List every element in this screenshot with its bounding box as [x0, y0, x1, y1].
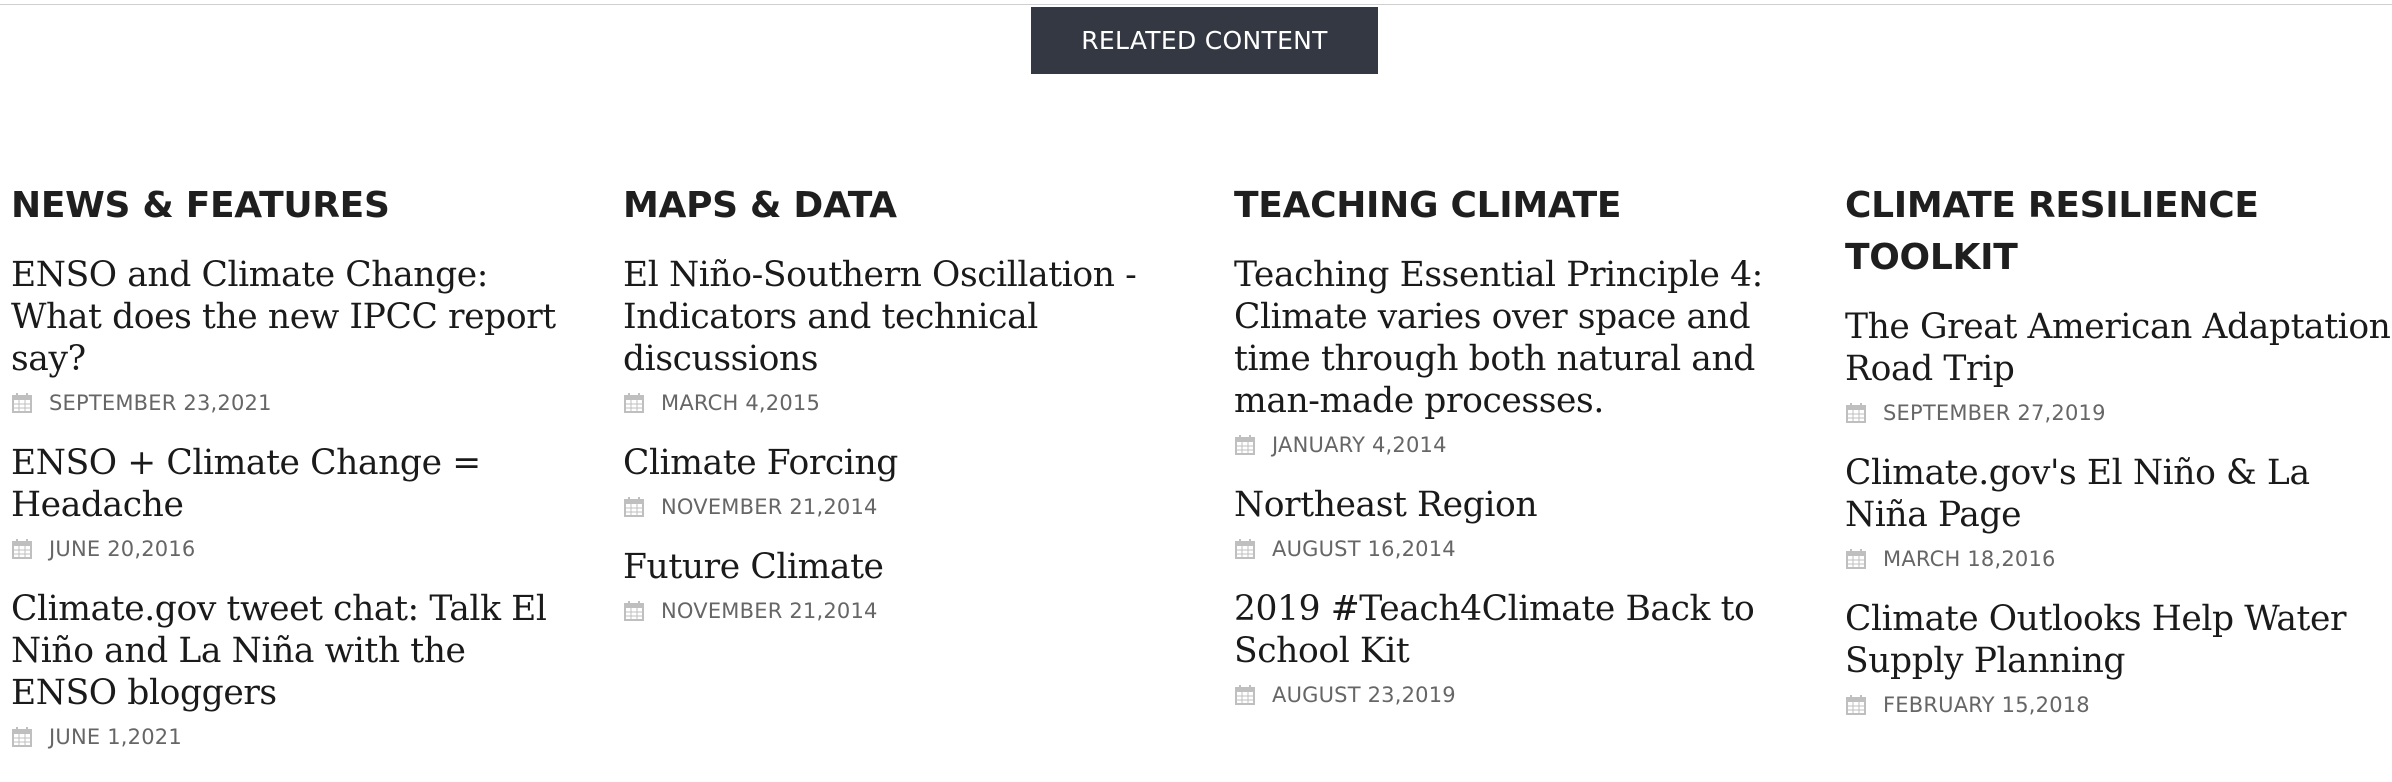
calendar-icon — [1234, 538, 1256, 560]
article-item — [1234, 588, 1794, 712]
related-content-columns — [0, 180, 2392, 780]
article-meta — [623, 386, 1183, 420]
calendar-icon — [11, 392, 33, 414]
article-meta — [1234, 532, 1794, 566]
article-title-link[interactable]: 2019 #Teach4Climate Back to School Kit — [1234, 589, 1755, 671]
article-title-link[interactable]: Climate Outlooks Help Water Supply Planning — [1845, 599, 2347, 681]
column-news-features — [11, 180, 571, 776]
article-date: NOVEMBER 21,2014 — [661, 599, 878, 623]
article-meta — [623, 490, 1183, 524]
article-title-link[interactable]: Future Climate — [623, 547, 884, 587]
related-content-tab[interactable]: RELATED CONTENT — [1031, 7, 1378, 74]
column-climate-resilience-toolkit — [1845, 180, 2392, 744]
article-date: JUNE 20,2016 — [49, 537, 196, 561]
article-title-link[interactable]: Teaching Essential Principle 4: Climate varies over space and time through both natural and man-made processes. — [1234, 255, 1763, 421]
article-title-link[interactable]: The Great American Adaptation Road Trip — [1845, 307, 2391, 389]
article-date: AUGUST 23,2019 — [1272, 683, 1456, 707]
article-meta — [11, 720, 571, 754]
article-meta — [1845, 396, 2392, 430]
calendar-icon — [623, 392, 645, 414]
column-heading: CLIMATE RESILIENCE TOOLKIT — [1845, 185, 2259, 278]
article-title-link[interactable]: Climate.gov tweet chat: Talk El Niño and La Niña with the ENSO bloggers — [11, 589, 547, 713]
article-meta — [11, 532, 571, 566]
article-date: AUGUST 16,2014 — [1272, 537, 1456, 561]
article-date: JUNE 1,2021 — [49, 725, 182, 749]
article-title-link[interactable]: Climate.gov's El Niño & La Niña Page — [1845, 453, 2310, 535]
article-item — [1234, 254, 1794, 462]
article-item — [1845, 452, 2392, 576]
article-date: MARCH 18,2016 — [1883, 547, 2056, 571]
calendar-icon — [11, 726, 33, 748]
article-item — [1845, 598, 2392, 722]
article-title-link[interactable]: Climate Forcing — [623, 443, 898, 483]
article-title-link[interactable]: Northeast Region — [1234, 485, 1538, 525]
article-item — [11, 442, 571, 566]
article-meta — [11, 386, 571, 420]
calendar-icon — [623, 600, 645, 622]
article-meta — [1234, 428, 1794, 462]
article-date: MARCH 4,2015 — [661, 391, 821, 415]
article-meta — [1845, 688, 2392, 722]
column-heading: TEACHING CLIMATE — [1234, 185, 1622, 226]
column-teaching-climate — [1234, 180, 1794, 734]
calendar-icon — [1845, 402, 1867, 424]
calendar-icon — [1845, 694, 1867, 716]
column-heading: NEWS & FEATURES — [11, 185, 390, 226]
article-item — [623, 254, 1183, 420]
article-title-link[interactable]: ENSO + Climate Change = Headache — [11, 443, 481, 525]
article-meta — [623, 594, 1183, 628]
article-date: JANUARY 4,2014 — [1272, 433, 1447, 457]
top-divider — [0, 4, 2392, 5]
article-item — [11, 254, 571, 420]
article-meta — [1845, 542, 2392, 576]
article-item — [1234, 484, 1794, 566]
calendar-icon — [1845, 548, 1867, 570]
article-title-link[interactable]: ENSO and Climate Change: What does the new IPCC report say? — [11, 255, 556, 379]
article-date: SEPTEMBER 23,2021 — [49, 391, 272, 415]
calendar-icon — [11, 538, 33, 560]
article-item — [11, 588, 571, 754]
calendar-icon — [1234, 434, 1256, 456]
article-item — [623, 442, 1183, 524]
article-meta — [1234, 678, 1794, 712]
article-date: NOVEMBER 21,2014 — [661, 495, 878, 519]
column-maps-data — [623, 180, 1183, 650]
article-date: FEBRUARY 15,2018 — [1883, 693, 2090, 717]
article-item — [623, 546, 1183, 628]
article-title-link[interactable]: El Niño-Southern Oscillation - Indicators and technical discussions — [623, 255, 1137, 379]
column-heading: MAPS & DATA — [623, 185, 897, 226]
calendar-icon — [623, 496, 645, 518]
article-date: SEPTEMBER 27,2019 — [1883, 401, 2106, 425]
article-item — [1845, 306, 2392, 430]
calendar-icon — [1234, 684, 1256, 706]
